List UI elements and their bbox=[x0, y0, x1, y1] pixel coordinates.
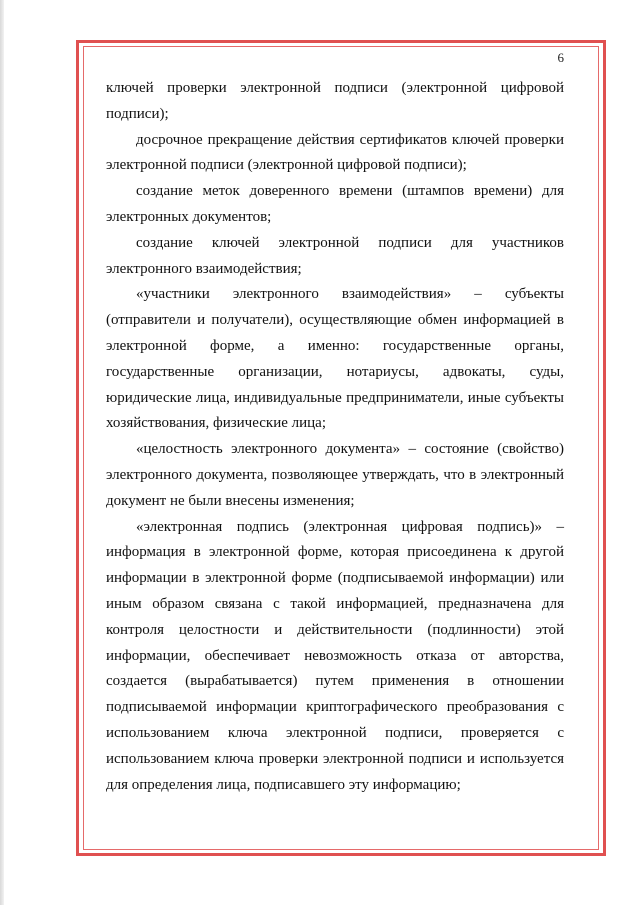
scan-edge bbox=[0, 0, 4, 905]
paragraph-7: «электронная подпись (электронная цифровая подпись)» – информация в электронной форме, которая присоединена к другой информации в электронной форме (подписываемой информации) или иным образом связана с такой информацией, предназначена для контроля целостности и действительности (подлинности) этой информации, обеспечивает невозможность отказа от авторства, создается (вырабатывается) путем применения в отношении подписываемой информации криптографического преобразования с использованием ключа электронной подписи, проверяется с использованием ключа проверки электронной подписи и используется для определения лица, подписавшего эту информацию; bbox=[106, 518, 564, 793]
paragraph-4: создание ключей электронной подписи для участников электронного взаимодействия; bbox=[106, 234, 564, 277]
page-number: 6 bbox=[557, 50, 564, 65]
paragraph-2: досрочное прекращение действия сертификатов ключей проверки электронной подписи (электронной цифровой подписи); bbox=[106, 131, 564, 174]
paragraph-6: «целостность электронного документа» – состояние (свойство) электронного документа, позволяющее утверждать, что в электронный документ не были внесены изменения; bbox=[106, 441, 564, 509]
paragraph-5: «участники электронного взаимодействия» – субъекты (отправители и получатели), осуществляющие обмен информацией в электронной форме, а именно: государственные органы, государственные организации, нотариусы, адвокаты, суды, юридические лица, индивидуальные предприниматели, иные субъекты хозяйствования, физические лица; bbox=[106, 286, 564, 432]
paragraph-1: ключей проверки электронной подписи (электронной цифровой подписи); bbox=[106, 80, 564, 122]
document-body bbox=[106, 76, 564, 798]
paragraph-3: создание меток доверенного времени (штампов времени) для электронных документов; bbox=[106, 183, 564, 225]
